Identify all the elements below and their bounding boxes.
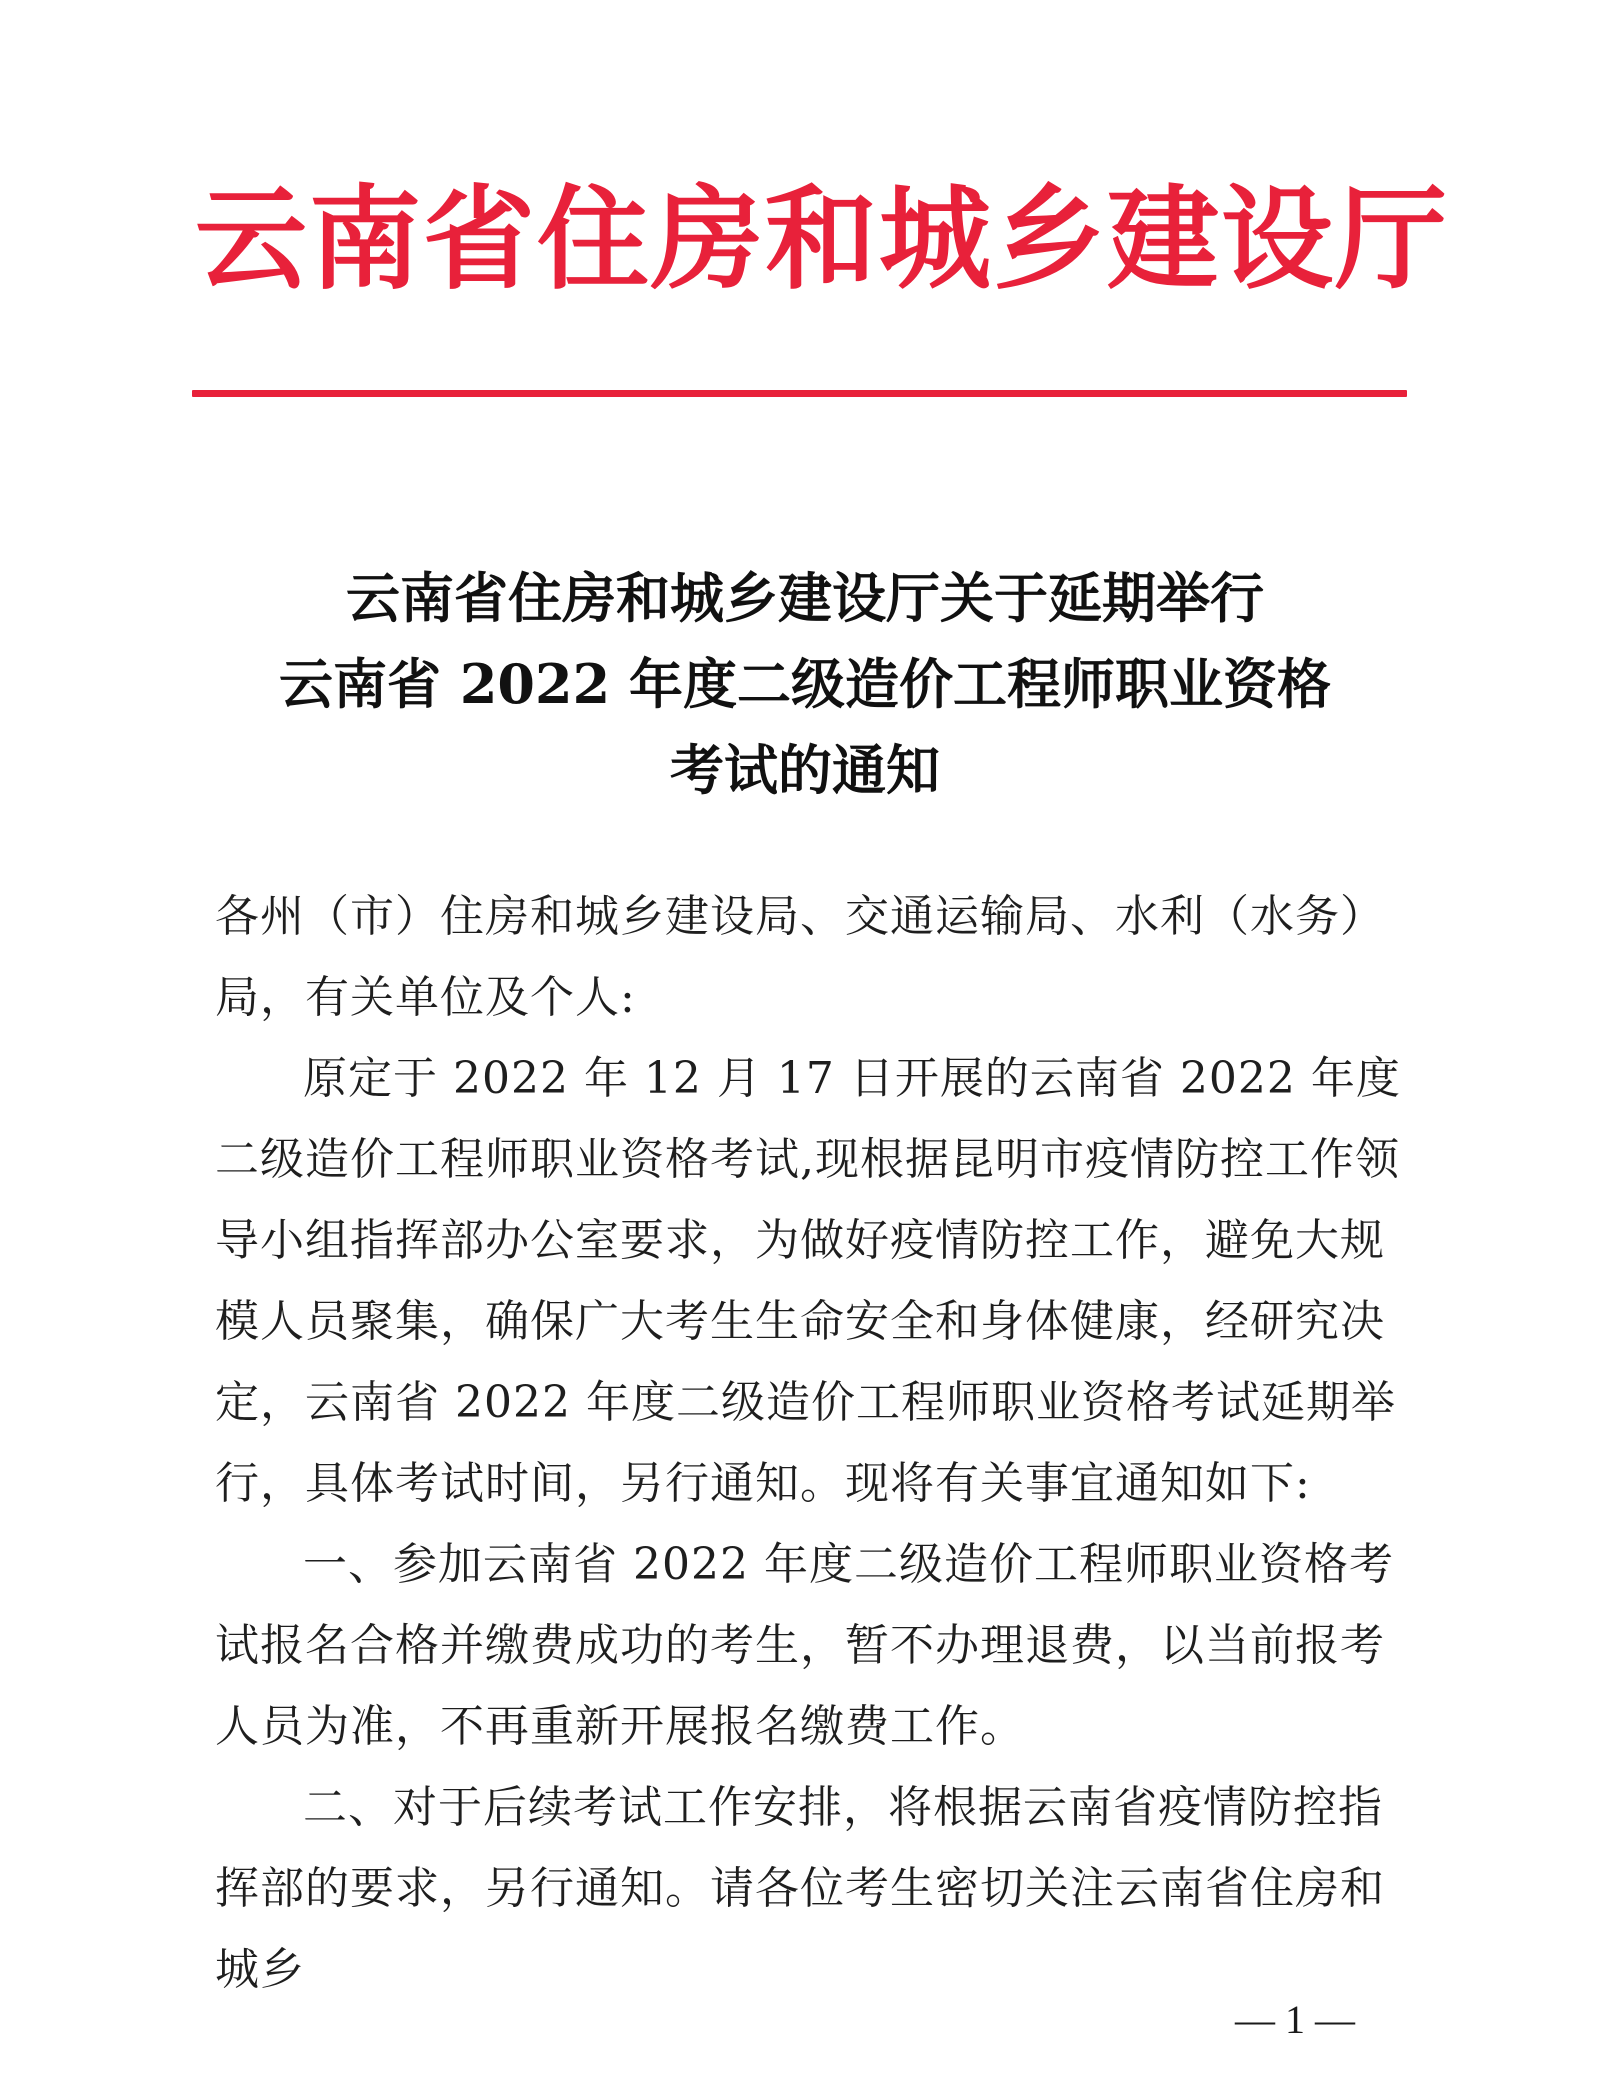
title-line-2: 云南省 2022 年度二级造价工程师职业资格 (279, 652, 1331, 716)
document-body (215, 876, 1410, 2010)
title-line-1: 云南省住房和城乡建设厅关于延期举行 (346, 566, 1264, 630)
page-number: — 1 — (1235, 1997, 1355, 2042)
body-paragraph-intro: 原定于 2022 年 12 月 17 日开展的云南省 2022 年度二级造价工程师职业资格考试,现根据昆明市疫情防控工作领导小组指挥部办公室要求，为做好疫情防控工作，避免大规模人员聚集，确保广大考生生命安全和身体健康，经研究决定，云南省 2022 年度二级造价工程师职业资格考试延期举行，具体考试时间，另行通知。现将有关事宜通知如下: (215, 1053, 1401, 1509)
body-paragraph-item-1: 一、参加云南省 2022 年度二级造价工程师职业资格考试报名合格并缴费成功的考生，暂不办理退费，以当前报考人员为准，不再重新开展报名缴费工作。 (215, 1539, 1394, 1752)
issuer-masthead: 云南省住房和城乡建设厅 (195, 174, 1449, 305)
document-title (160, 555, 1450, 813)
red-divider-line (192, 390, 1407, 397)
addressee: 各州（市）住房和城乡建设局、交通运输局、水利（水务）局，有关单位及个人: (215, 891, 1385, 1023)
body-paragraph-item-2: 二、对于后续考试工作安排，将根据云南省疫情防控指挥部的要求，另行通知。请各位考生密切关注云南省住房和城乡 (215, 1782, 1385, 1995)
title-line-3: 考试的通知 (670, 738, 940, 802)
